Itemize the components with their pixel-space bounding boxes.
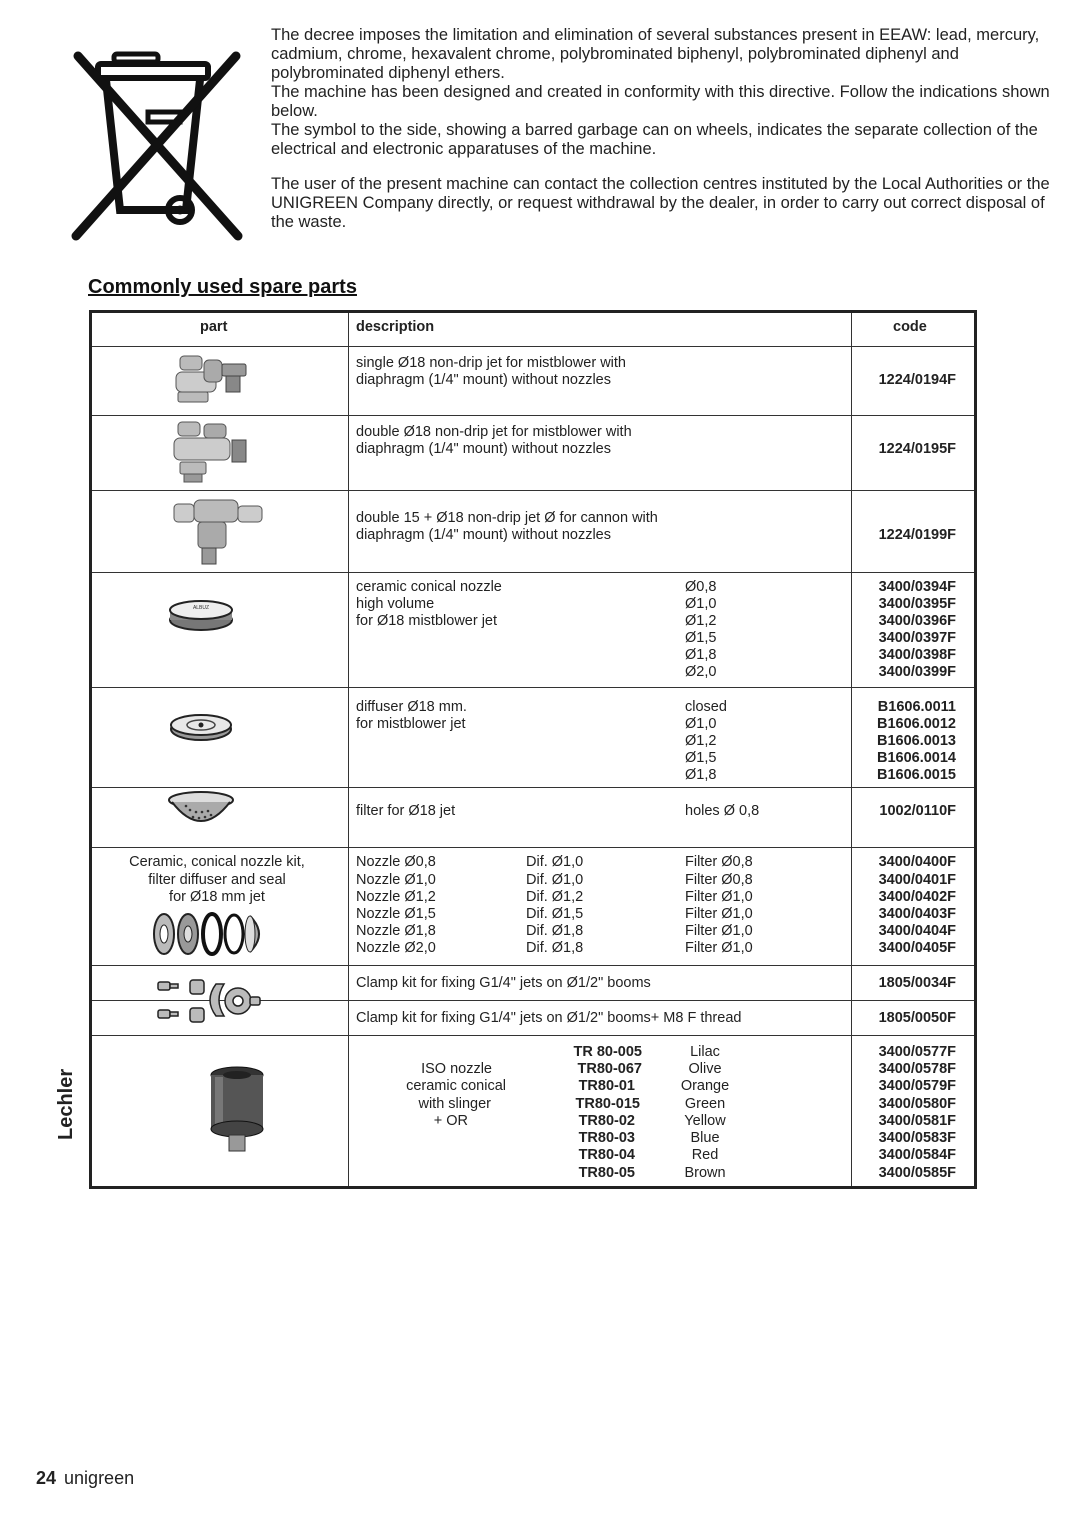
row5-code: B1606.0011 — [877, 699, 956, 715]
row3-desc: diaphragm (1/4" mount) without nozzles — [356, 527, 611, 543]
section-title: Commonly used spare parts — [88, 276, 357, 298]
row10-desc: ceramic conical — [406, 1078, 506, 1094]
row4-code: 3400/0395F — [878, 596, 956, 612]
row6-size: holes Ø 0,8 — [685, 803, 760, 819]
row8-code: 1805/0034F — [878, 975, 956, 991]
header-description: description — [356, 319, 435, 335]
header-part: part — [200, 319, 228, 335]
row4-code: 3400/0398F — [878, 647, 956, 663]
header-code: code — [893, 319, 927, 335]
row7-nozzle: Nozzle Ø1,8 — [356, 923, 436, 939]
row6-code: 1002/0110F — [879, 803, 956, 819]
row7-dif: Dif. Ø1,5 — [526, 906, 584, 922]
row7-nozzle: Nozzle Ø2,0 — [356, 940, 436, 956]
row7-part: for Ø18 mm jet — [169, 889, 265, 905]
row7-dif: Dif. Ø1,0 — [526, 854, 584, 870]
intro-paragraph: The decree imposes the limitation and elimination of several substances present in EEAW: lead, mercury, cadmium, chrome, hexavalent chrome, polybrominated biphenyl, polybrominated diphenyl and polybrominated diphenyl ethers. — [271, 26, 1040, 82]
row10-color: Orange — [680, 1078, 730, 1094]
row10-code: 3400/0585F — [878, 1165, 956, 1181]
row-divider — [92, 346, 974, 347]
row4-size: Ø1,8 — [685, 647, 717, 663]
intro-text — [271, 26, 1061, 232]
row7-code: 3400/0403F — [878, 906, 956, 922]
row7-part: filter diffuser and seal — [148, 872, 286, 888]
row10-code: 3400/0581F — [878, 1113, 956, 1129]
row1-desc: diaphragm (1/4" mount) without nozzles — [356, 372, 611, 388]
row-divider — [92, 965, 974, 966]
clamp-kit-image — [154, 976, 264, 1026]
row6-desc: filter for Ø18 jet — [356, 803, 456, 819]
column-divider — [348, 313, 349, 1186]
row-divider — [92, 1035, 974, 1036]
row7-code: 3400/0402F — [878, 889, 956, 905]
row5-desc: for mistblower jet — [356, 716, 466, 732]
row5-code: B1606.0012 — [876, 716, 956, 732]
row2-desc: double Ø18 non-drip jet for mistblower with — [356, 424, 632, 440]
row-divider — [92, 490, 974, 491]
row7-code: 3400/0405F — [878, 940, 956, 956]
row5-size: Ø1,0 — [685, 716, 717, 732]
row10-color: Brown — [684, 1165, 726, 1181]
row7-part: Ceramic, conical nozzle kit, — [129, 854, 305, 870]
row7-filter: Filter Ø1,0 — [685, 906, 753, 922]
row7-nozzle: Nozzle Ø1,5 — [356, 906, 436, 922]
row7-code: 3400/0404F — [878, 923, 956, 939]
intro-paragraph: The symbol to the side, showing a barred garbage can on wheels, indicates the separate collection of the electrical and electronic apparatuses of the machine. — [271, 121, 1038, 158]
row7-code: 3400/0400F — [878, 854, 956, 870]
row10-color: Red — [691, 1147, 719, 1163]
row4-size: Ø1,5 — [685, 630, 717, 646]
row7-filter: Filter Ø1,0 — [685, 940, 753, 956]
row2-desc: diaphragm (1/4" mount) without nozzles — [356, 441, 611, 457]
row4-desc: high volume — [356, 596, 435, 612]
row7-filter: Filter Ø0,8 — [685, 872, 753, 888]
row7-dif: Dif. Ø1,0 — [526, 872, 584, 888]
row3-desc: double 15 + Ø18 non-drip jet Ø for cannon with — [356, 510, 658, 526]
row7-nozzle: Nozzle Ø0,8 — [356, 854, 436, 870]
row10-color: Lilac — [690, 1044, 720, 1060]
row10-model: TR80-04 — [578, 1147, 635, 1163]
row10-color: Olive — [688, 1061, 722, 1077]
row5-code: B1606.0013 — [876, 733, 956, 749]
row10-color: Yellow — [684, 1113, 726, 1129]
intro-paragraph: The machine has been designed and created in conformity with this directive. Follow the indications shown below. — [271, 83, 1050, 120]
row10-code: 3400/0583F — [878, 1130, 956, 1146]
row1-desc: single Ø18 non-drip jet for mistblower with — [356, 355, 626, 371]
row5-size: closed — [685, 699, 727, 715]
row4-code: 3400/0397F — [878, 630, 956, 646]
row10-code: 3400/0584F — [878, 1147, 956, 1163]
row4-size: Ø1,2 — [685, 613, 717, 629]
row8-desc: Clamp kit for fixing G1/4" jets on Ø1/2" booms — [356, 975, 651, 991]
row7-dif: Dif. Ø1,8 — [526, 923, 584, 939]
diffuser-image — [167, 712, 235, 742]
row10-desc: ISO nozzle — [421, 1061, 492, 1077]
row3-code: 1224/0199F — [878, 527, 956, 543]
row10-model: TR80-03 — [578, 1130, 635, 1146]
row-divider — [92, 415, 974, 416]
row7-nozzle: Nozzle Ø1,2 — [356, 889, 436, 905]
row4-desc: ceramic conical nozzle — [356, 579, 502, 595]
ceramic-nozzle-image — [166, 598, 236, 634]
single-jet-image — [170, 350, 252, 406]
row-divider — [92, 687, 974, 688]
cannon-jet-image — [170, 496, 270, 568]
page-number: 24 — [36, 1468, 57, 1488]
column-divider — [851, 313, 852, 1186]
row-divider — [92, 847, 974, 848]
weee-bin-icon — [68, 50, 246, 242]
row4-size: Ø1,0 — [685, 596, 717, 612]
intro-paragraph: The user of the present machine can contact the collection centres instituted by the Local Authorities or the UNIGREEN Company directly, or request withdrawal by the dealer, in order to carry out correct disposal of the waste. — [271, 175, 1050, 231]
double-jet-image — [170, 418, 252, 486]
row-divider — [92, 572, 974, 573]
row10-model: TR80-01 — [578, 1078, 635, 1094]
row10-code: 3400/0580F — [878, 1096, 956, 1112]
row1-code: 1224/0194F — [878, 372, 956, 388]
filter-image — [166, 790, 236, 830]
row7-filter: Filter Ø1,0 — [685, 889, 753, 905]
row5-desc: diffuser Ø18 mm. — [356, 699, 467, 715]
row4-desc: for Ø18 mistblower jet — [356, 613, 498, 629]
row7-dif: Dif. Ø1,8 — [526, 940, 584, 956]
row-divider — [92, 787, 974, 788]
row10-code: 3400/0579F — [878, 1078, 956, 1094]
row10-model: TR80-015 — [575, 1096, 640, 1112]
row10-model: TR80-02 — [578, 1113, 635, 1129]
row10-model: TR 80-005 — [573, 1044, 642, 1060]
row10-model: TR80-067 — [577, 1061, 642, 1077]
row7-filter: Filter Ø0,8 — [685, 854, 753, 870]
row5-size: Ø1,8 — [685, 767, 717, 783]
iso-nozzle-image — [205, 1063, 269, 1155]
row10-desc: with slinger — [418, 1096, 491, 1112]
row5-size: Ø1,5 — [685, 750, 717, 766]
row2-code: 1224/0195F — [878, 441, 956, 457]
row10-code: 3400/0577F — [878, 1044, 956, 1060]
row7-dif: Dif. Ø1,2 — [526, 889, 584, 905]
row7-code: 3400/0401F — [878, 872, 956, 888]
row5-size: Ø1,2 — [685, 733, 717, 749]
row4-code: 3400/0399F — [878, 664, 956, 680]
row10-desc: + OR — [433, 1113, 468, 1129]
lechler-brand: Lechler — [55, 1068, 77, 1140]
page-footer — [36, 1468, 134, 1489]
row4-code: 3400/0394F — [878, 579, 956, 595]
row4-code: 3400/0396F — [878, 613, 956, 629]
row10-color: Blue — [690, 1130, 720, 1146]
row4-size: Ø0,8 — [685, 579, 717, 595]
row5-code: B1606.0015 — [876, 767, 956, 783]
row10-model: TR80-05 — [578, 1165, 635, 1181]
row9-desc: Clamp kit for fixing G1/4" jets on Ø1/2" booms+ M8 F thread — [356, 1010, 742, 1026]
row7-filter: Filter Ø1,0 — [685, 923, 753, 939]
row5-code: B1606.0014 — [876, 750, 956, 766]
row4-size: Ø2,0 — [685, 664, 717, 680]
row10-color: Green — [684, 1096, 726, 1112]
row10-code: 3400/0578F — [878, 1061, 956, 1077]
nozzle-kit-image — [150, 910, 270, 958]
albuz-label: ALBUZ — [192, 605, 210, 611]
row7-nozzle: Nozzle Ø1,0 — [356, 872, 436, 888]
footer-brand: unigreen — [64, 1468, 135, 1488]
row9-code: 1805/0050F — [878, 1010, 956, 1026]
